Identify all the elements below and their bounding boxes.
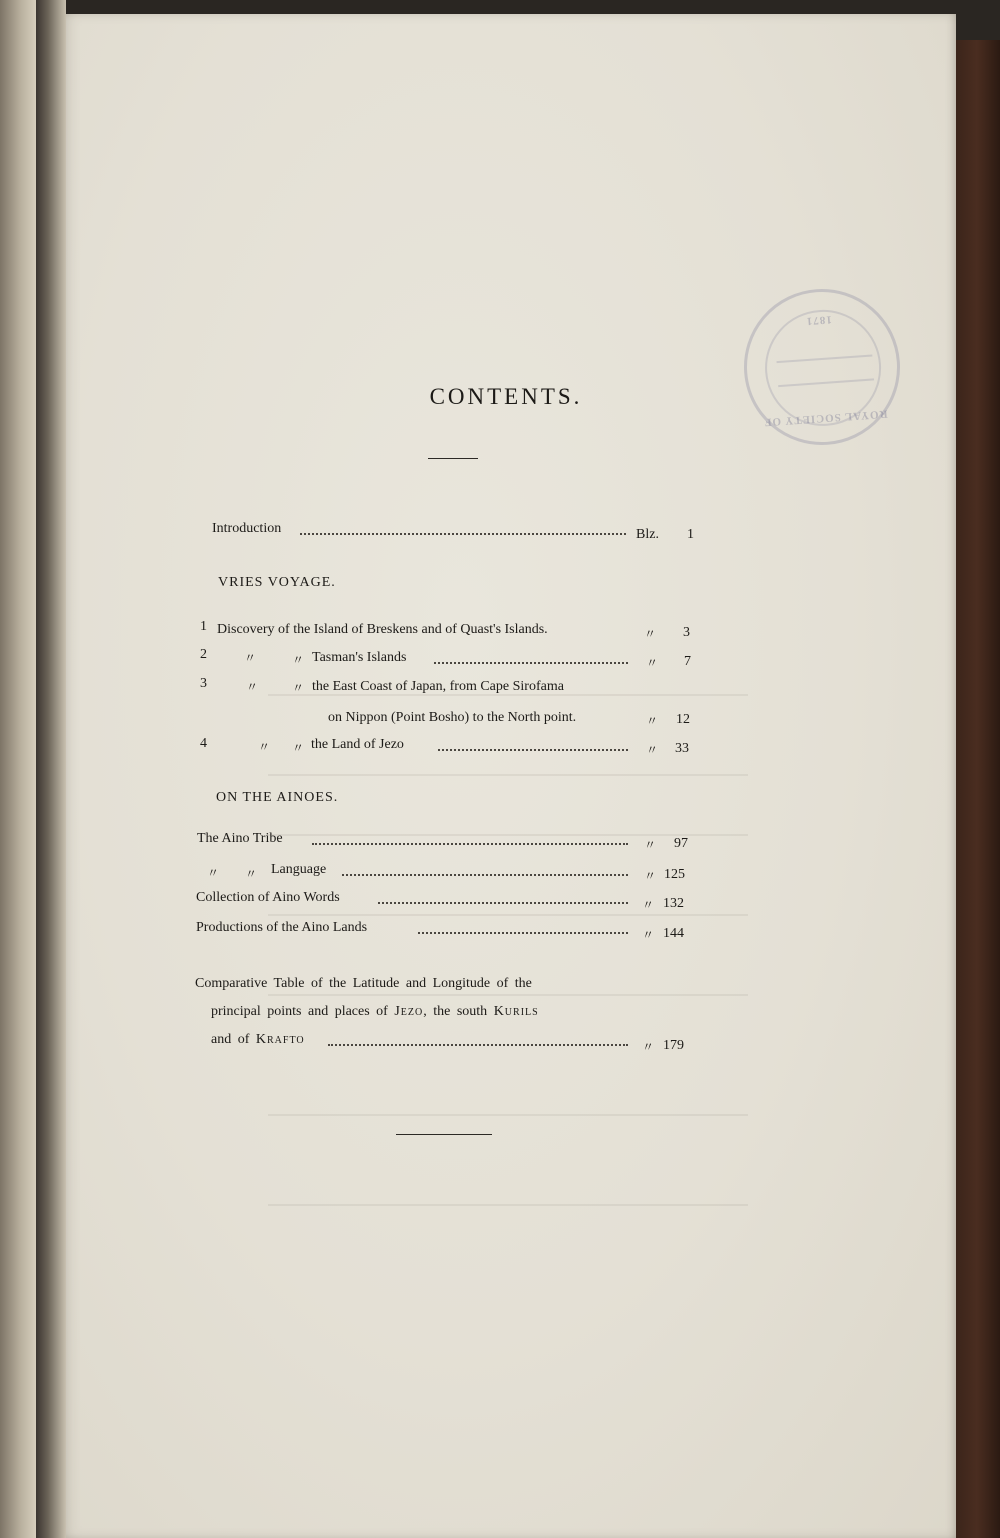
book-gutter [36,0,66,1538]
intro-page: 1 [687,527,694,542]
table-entry-line2-c: , the south [423,1004,488,1019]
table-entry-krafto: Krafto [255,1032,305,1047]
table-entry-line2 [211,1004,539,1020]
table-entry-jezo: Jezo [394,1004,424,1019]
entry-3-num: 3 [200,676,207,691]
dot-leader [342,874,628,876]
entry-aino-words-page: 132 [663,896,684,911]
closing-rule [396,1134,492,1135]
entry-2-num: 2 [200,647,207,662]
library-stamp [739,284,906,451]
book-cover-edge [954,40,1000,1538]
entry-4-num: 4 [200,736,207,751]
entry-2-ditto: 〃 [646,656,659,670]
entry-aino-tribe-text: The Aino Tribe [197,831,283,846]
entry-aino-words-text: Collection of Aino Words [196,890,340,905]
entry-4-ditto: 〃 [646,743,659,757]
page-title: CONTENTS. [429,384,583,409]
section-heading-vries: VRIES VOYAGE. [218,575,336,590]
title-rule [428,458,478,459]
entry-1-page: 3 [683,625,690,640]
entry-productions-text: Productions of the Aino Lands [196,920,368,935]
entry-3-ditto-b: 〃 [292,681,305,695]
entry-language-ditto: 〃 [644,869,657,883]
entry-language-ditto-a: 〃 [207,866,220,880]
dot-leader [434,662,628,664]
entry-4-ditto-a: 〃 [258,740,271,754]
entry-2-ditto-a: 〃 [244,651,257,665]
entry-productions-page: 144 [663,926,684,941]
entry-language-ditto-b: 〃 [245,867,258,881]
entry-3-text: the East Coast of Japan, from Cape Sirofama [312,679,564,694]
dot-leader [418,932,628,934]
entry-2-page: 7 [684,654,691,669]
table-entry-line3 [211,1032,305,1048]
entry-language-page: 125 [664,867,685,882]
table-entry-line2-a: principal points and places of [211,1004,388,1019]
entry-3-text-line2: on Nippon (Point Bosho) to the North point. [328,710,577,725]
intro-label: Introduction [212,521,282,536]
dot-leader [328,1044,628,1046]
dot-leader [438,749,628,751]
entry-aino-words-ditto: 〃 [642,898,655,912]
table-entry-line3-a: and of [211,1032,250,1047]
book-page [56,14,956,1538]
intro-abbr: Blz. [636,527,659,542]
entry-1-ditto: 〃 [644,627,657,641]
entry-3-ditto-a: 〃 [246,680,259,694]
entry-aino-tribe-ditto: 〃 [644,838,657,852]
entry-4-page: 33 [675,741,689,756]
entry-aino-tribe-page: 97 [674,836,688,851]
dot-leader [312,843,628,845]
entry-1-num: 1 [200,619,207,634]
table-entry-kurils: Kurils [493,1004,539,1019]
dot-leader [378,902,628,904]
entry-3-ditto: 〃 [646,714,659,728]
table-entry-ditto: 〃 [642,1040,655,1054]
entry-2-ditto-b: 〃 [292,653,305,667]
entry-1-text: Discovery of the Island of Breskens and of Quast's Islands. [217,622,548,637]
table-entry-page: 179 [663,1038,684,1053]
entry-4-ditto-b: 〃 [292,741,305,755]
entry-4-text: the Land of Jezo [311,737,404,752]
entry-language-text: Language [271,862,327,877]
stamp-text-bottom: 1871 [805,313,833,328]
section-heading-ainoes: ON THE AINOES. [216,790,339,805]
stamp-text-top: ROYAL SOCIETY OF [763,407,888,429]
entry-productions-ditto: 〃 [642,928,655,942]
entry-2-text: Tasman's Islands [312,650,407,665]
dot-leader [300,533,626,535]
table-entry-line1: Comparative Table of the Latitude and Longitude of the [195,976,532,991]
entry-3-page: 12 [676,712,690,727]
